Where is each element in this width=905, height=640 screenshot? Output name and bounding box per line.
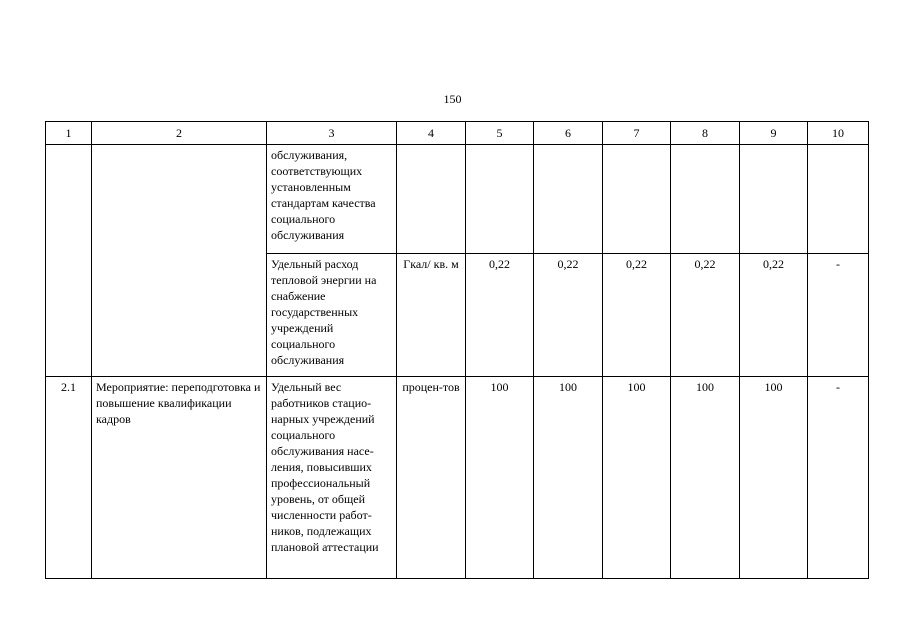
header-cell-3: 3 xyxy=(267,122,397,145)
value-cell: 0,22 xyxy=(671,254,740,377)
value-cell xyxy=(808,145,869,254)
value-cell: - xyxy=(808,377,869,579)
indicator-cell: обслуживания, соответствующих установленным стандартам качества социального обслуживания xyxy=(267,145,397,254)
unit-cell: Гкал/ кв. м xyxy=(397,254,466,377)
table-row xyxy=(46,145,869,254)
value-cell: 0,22 xyxy=(603,254,671,377)
value-cell: 100 xyxy=(603,377,671,579)
unit-cell xyxy=(397,145,466,254)
header-row xyxy=(46,122,869,145)
value-cell xyxy=(671,145,740,254)
indicators-table xyxy=(45,121,869,579)
unit-cell: процен-тов xyxy=(397,377,466,579)
header-cell-8: 8 xyxy=(671,122,740,145)
value-cell: 100 xyxy=(740,377,808,579)
value-cell: 0,22 xyxy=(466,254,534,377)
value-cell: 100 xyxy=(534,377,603,579)
page-number: 150 xyxy=(443,92,462,106)
value-cell: 0,22 xyxy=(534,254,603,377)
value-cell: - xyxy=(808,254,869,377)
row-number-cell xyxy=(46,145,92,377)
value-cell xyxy=(534,145,603,254)
header-cell-10: 10 xyxy=(808,122,869,145)
header-cell-4: 4 xyxy=(397,122,466,145)
indicator-cell: Удельный вес работников стацио-нарных учреждений социального обслуживания насе-ления, повысивших профессиональный уровень, от общей численности работ-ников, подлежащих плановой аттестации xyxy=(267,377,397,579)
value-cell xyxy=(466,145,534,254)
value-cell: 0,22 xyxy=(740,254,808,377)
value-cell: 100 xyxy=(466,377,534,579)
value-cell xyxy=(603,145,671,254)
header-cell-7: 7 xyxy=(603,122,671,145)
activity-cell: Мероприятие: переподготовка и повышение квалификации кадров xyxy=(92,377,267,579)
header-cell-1: 1 xyxy=(46,122,92,145)
header-cell-2: 2 xyxy=(92,122,267,145)
header-cell-9: 9 xyxy=(740,122,808,145)
indicator-cell: Удельный расход тепловой энергии на снабжение государственных учреждений социального обслуживания xyxy=(267,254,397,377)
row-number-cell: 2.1 xyxy=(46,377,92,579)
table-row xyxy=(46,377,869,579)
header-cell-6: 6 xyxy=(534,122,603,145)
header-cell-5: 5 xyxy=(466,122,534,145)
value-cell: 100 xyxy=(671,377,740,579)
activity-cell xyxy=(92,145,267,377)
value-cell xyxy=(740,145,808,254)
